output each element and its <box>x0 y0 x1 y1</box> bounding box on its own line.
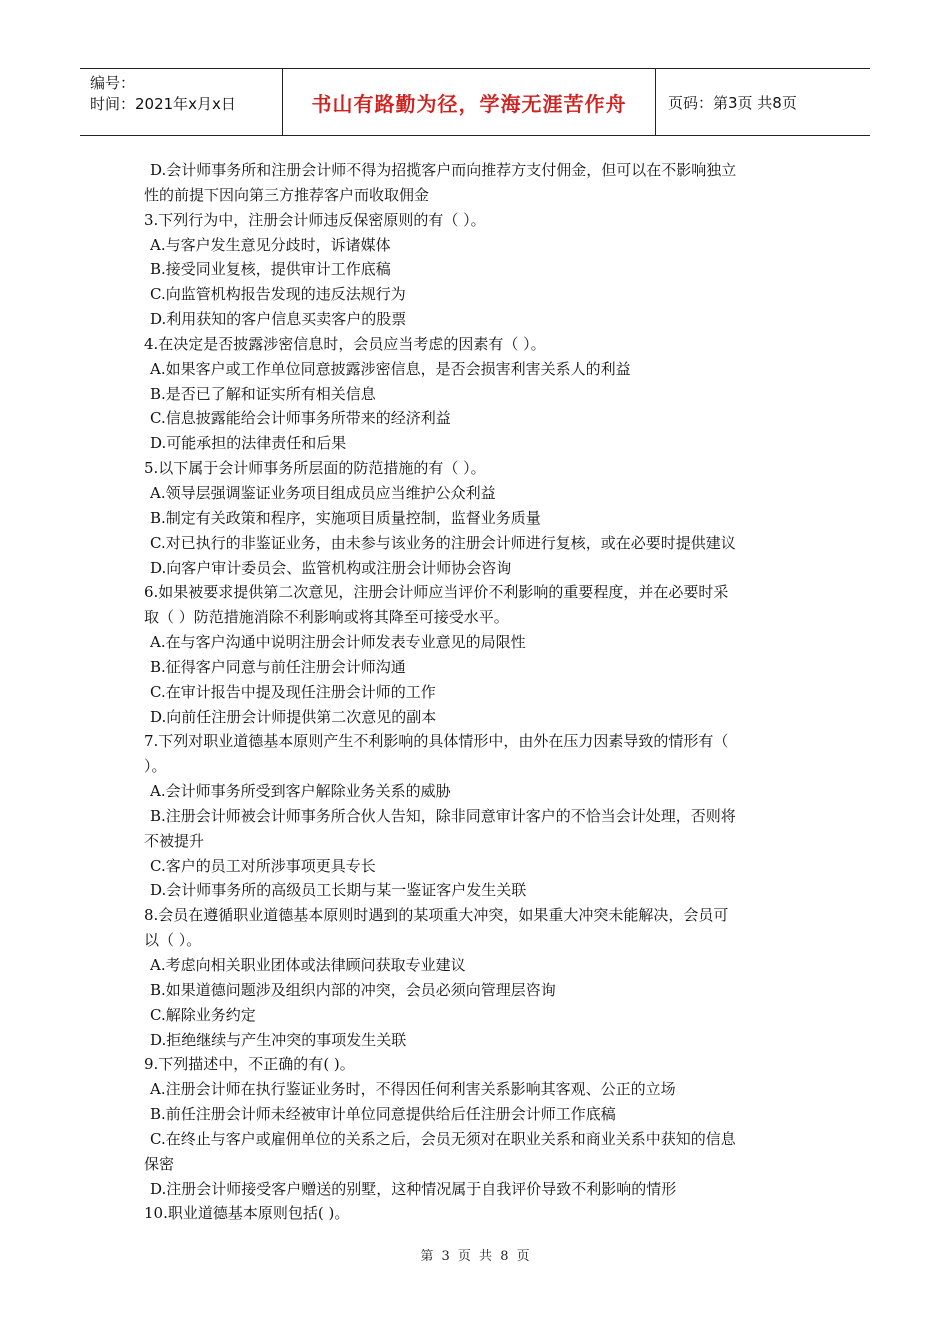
option-line: D.向前任注册会计师提供第二次意见的副本 <box>150 707 437 726</box>
option-line: B.注册会计师被会计师事务所合伙人告知，除非同意审计客户的不恰当会计处理，否则将 <box>150 806 736 825</box>
option-line: D.向客户审计委员会、监管机构或注册会计师协会咨询 <box>150 558 512 577</box>
text-line: 9.下列描述中，不正确的有( )。 <box>144 1055 355 1074</box>
option-line: D.会计师事务所的高级员工长期与某一鉴证客户发生关联 <box>150 881 527 900</box>
option-line: C.在终止与客户或雇佣单位的关系之后，会员无须对在职业关系和商业关系中获知的信息 <box>150 1129 736 1148</box>
option-line: D.注册会计师接受客户赠送的别墅，这种情况属于自我评价导致不利影响的情形 <box>150 1179 677 1198</box>
option-line: A.会计师事务所受到客户解除业务关系的威胁 <box>150 782 451 801</box>
motto-text: 书山有路勤为径，学海无涯苦作舟 <box>311 91 627 116</box>
option-line: B.征得客户同意与前任注册会计师沟通 <box>150 657 406 676</box>
option-line: C.解除业务约定 <box>150 1005 256 1024</box>
option-line: A.在与客户沟通中说明注册会计师发表专业意见的局限性 <box>150 633 526 652</box>
text-line: 以（ ）。 <box>144 931 202 950</box>
option-line: D.会计师事务所和注册会计师不得为招揽客户而向推荐方支付佣金，但可以在不影响独立 <box>150 161 737 179</box>
time-label: 时间：2021年x月x日 <box>90 95 236 113</box>
option-line: A.领导层强调鉴证业务项目组成员应当维护公众利益 <box>150 483 496 502</box>
option-line: C.对已执行的非鉴证业务，由未参与该业务的注册会计师进行复核，或在必要时提供建议 <box>150 533 736 552</box>
option-line: B.是否已了解和证实所有相关信息 <box>150 384 376 403</box>
text-line: 10.职业道德基本原则包括( )。 <box>144 1204 350 1223</box>
option-line: D.拒绝继续与产生冲突的事项发生关联 <box>150 1030 407 1049</box>
text-line: 4.在决定是否披露涉密信息时，会员应当考虑的因素有（ ）。 <box>144 334 546 353</box>
option-line: C.信息披露能给会计师事务所带来的经济利益 <box>150 409 451 428</box>
text-line: 5.以下属于会计师事务所层面的防范措施的有（ ）。 <box>144 459 486 478</box>
page-code: 页码：第3页 共8页 <box>668 93 797 112</box>
option-line: A.与客户发生意见分歧时，诉诸媒体 <box>150 235 391 254</box>
text-line: 3.下列行为中，注册会计师违反保密原则的有（ ）。 <box>144 210 486 229</box>
option-line: A.注册会计师在执行鉴证业务时，不得因任何利害关系影响其客观、公正的立场 <box>150 1080 676 1099</box>
document-body <box>144 158 814 1226</box>
option-line: C.在审计报告中提及现任注册会计师的工作 <box>150 682 436 701</box>
option-line: C.客户的员工对所涉事项更具专长 <box>150 856 376 875</box>
option-line: B.接受同业复核，提供审计工作底稿 <box>150 260 391 279</box>
text-line: 8.会员在遵循职业道德基本原则时遇到的某项重大冲突，如果重大冲突未能解决，会员可 <box>144 906 729 925</box>
header-meta <box>80 69 282 135</box>
text-line: 6.如果被要求提供第二次意见，注册会计师应当评价不利影响的重要程度，并在必要时采 <box>144 583 729 602</box>
text-line: ）。 <box>144 757 167 776</box>
text-line: 性的前提下因向第三方推荐客户而收取佣金 <box>144 185 430 204</box>
option-line: B.制定有关政策和程序，实施项目质量控制，监督业务质量 <box>150 508 541 527</box>
page-header <box>80 68 870 136</box>
text-line: 7.下列对职业道德基本原则产生不利影响的具体情形中，由外在压力因素导致的情形有（ <box>144 732 729 751</box>
header-page-cell <box>656 69 870 135</box>
option-line: C.向监管机构报告发现的违反法规行为 <box>150 285 406 304</box>
header-motto-cell <box>282 69 656 135</box>
text-line: 不被提升 <box>144 831 205 850</box>
text-line: 保密 <box>144 1154 175 1173</box>
option-line: B.前任注册会计师未经被审计单位同意提供给后任注册会计师工作底稿 <box>150 1105 616 1124</box>
number-label: 编号： <box>90 74 136 92</box>
option-line: D.可能承担的法律责任和后果 <box>150 434 347 453</box>
option-line: D.利用获知的客户信息买卖客户的股票 <box>150 310 407 329</box>
option-line: A.考虑向相关职业团体或法律顾问获取专业建议 <box>150 956 466 974</box>
option-line: A.如果客户或工作单位同意披露涉密信息，是否会损害利害关系人的利益 <box>150 359 631 378</box>
option-line: B.如果道德问题涉及组织内部的冲突，会员必须向管理层咨询 <box>150 980 556 999</box>
page-footer: 第 3 页 共 8 页 <box>420 1249 530 1264</box>
text-line: 取（ ）防范措施消除不利影响或将其降至可接受水平。 <box>144 608 509 627</box>
